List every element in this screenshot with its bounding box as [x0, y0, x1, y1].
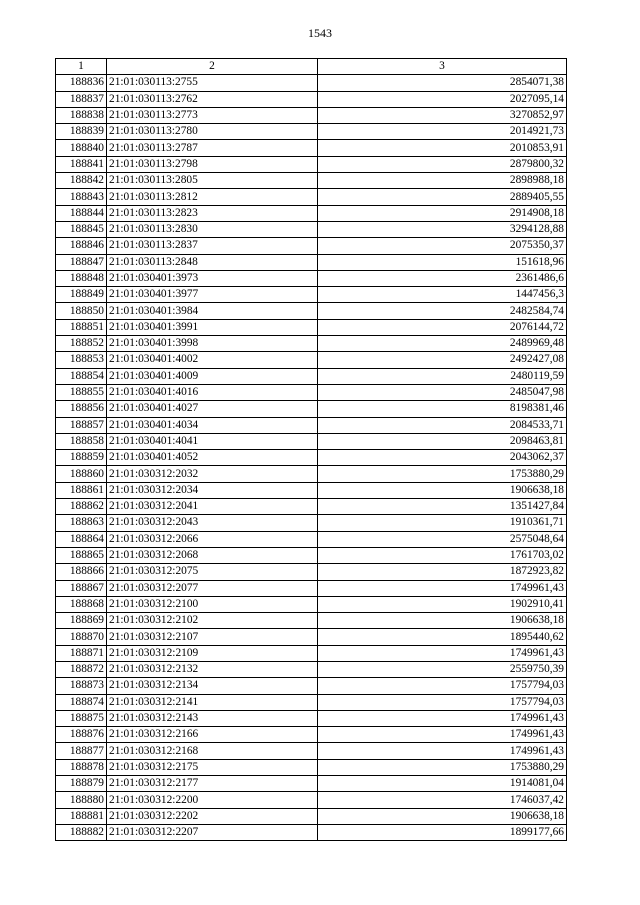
page-number: 1543	[308, 26, 332, 40]
row-number-cell: 188851	[56, 319, 107, 335]
table-row	[56, 645, 567, 661]
value-cell: 2482584,74	[318, 303, 567, 319]
row-number-cell: 188838	[56, 107, 107, 123]
row-number-cell: 188880	[56, 792, 107, 808]
column-header-3: 3	[318, 59, 567, 75]
value-cell: 1746037,42	[318, 792, 567, 808]
cadastral-number-cell: 21:01:030401:4027	[107, 401, 318, 417]
value-cell: 2480119,59	[318, 368, 567, 384]
table-row	[56, 417, 567, 433]
row-number-cell: 188836	[56, 75, 107, 91]
row-number-cell: 188867	[56, 580, 107, 596]
table-row	[56, 564, 567, 580]
table-row	[56, 368, 567, 384]
value-cell: 2575048,64	[318, 531, 567, 547]
cadastral-number-cell: 21:01:030401:3984	[107, 303, 318, 319]
value-cell: 2559750,39	[318, 661, 567, 677]
table-row	[56, 515, 567, 531]
cadastral-number-cell: 21:01:030312:2202	[107, 808, 318, 824]
row-number-cell: 188866	[56, 564, 107, 580]
cadastral-number-cell: 21:01:030312:2109	[107, 645, 318, 661]
table-row	[56, 336, 567, 352]
cadastral-number-cell: 21:01:030401:4002	[107, 352, 318, 368]
cadastral-number-cell: 21:01:030312:2068	[107, 547, 318, 563]
table-row	[56, 107, 567, 123]
table-row	[56, 124, 567, 140]
row-number-cell: 188854	[56, 368, 107, 384]
table-row	[56, 596, 567, 612]
row-number-cell: 188879	[56, 776, 107, 792]
table-body	[56, 75, 567, 841]
row-number-cell: 188860	[56, 466, 107, 482]
row-number-cell: 188861	[56, 482, 107, 498]
table-row	[56, 173, 567, 189]
row-number-cell: 188856	[56, 401, 107, 417]
value-cell: 1749961,43	[318, 645, 567, 661]
value-cell: 2879800,32	[318, 156, 567, 172]
cadastral-number-cell: 21:01:030113:2755	[107, 75, 318, 91]
row-number-cell: 188840	[56, 140, 107, 156]
cadastral-number-cell: 21:01:030401:3977	[107, 287, 318, 303]
row-number-cell: 188845	[56, 221, 107, 237]
value-cell: 2914908,18	[318, 205, 567, 221]
value-cell: 1447456,3	[318, 287, 567, 303]
row-number-cell: 188849	[56, 287, 107, 303]
table-row	[56, 189, 567, 205]
cadastral-number-cell: 21:01:030401:3998	[107, 336, 318, 352]
value-cell: 2489969,48	[318, 336, 567, 352]
cadastral-number-cell: 21:01:030113:2830	[107, 221, 318, 237]
row-number-cell: 188876	[56, 727, 107, 743]
row-number-cell: 188871	[56, 645, 107, 661]
table-row	[56, 824, 567, 840]
row-number-cell: 188841	[56, 156, 107, 172]
row-number-cell: 188865	[56, 547, 107, 563]
table-row	[56, 629, 567, 645]
value-cell: 1749961,43	[318, 710, 567, 726]
cadastral-number-cell: 21:01:030401:4041	[107, 433, 318, 449]
row-number-cell: 188858	[56, 433, 107, 449]
table-row	[56, 531, 567, 547]
value-cell: 2492427,08	[318, 352, 567, 368]
value-cell: 2014921,73	[318, 124, 567, 140]
value-cell: 1757794,03	[318, 694, 567, 710]
table-row	[56, 205, 567, 221]
table-row	[56, 499, 567, 515]
value-cell: 3270852,97	[318, 107, 567, 123]
cadastral-number-cell: 21:01:030113:2848	[107, 254, 318, 270]
row-number-cell: 188875	[56, 710, 107, 726]
cadastral-number-cell: 21:01:030312:2077	[107, 580, 318, 596]
row-number-cell: 188837	[56, 91, 107, 107]
table-row	[56, 140, 567, 156]
table-row	[56, 319, 567, 335]
value-cell: 2361486,6	[318, 270, 567, 286]
row-number-cell: 188870	[56, 629, 107, 645]
value-cell: 2076144,72	[318, 319, 567, 335]
value-cell: 1910361,71	[318, 515, 567, 531]
cadastral-number-cell: 21:01:030113:2780	[107, 124, 318, 140]
cadastral-number-cell: 21:01:030312:2043	[107, 515, 318, 531]
row-number-cell: 188872	[56, 661, 107, 677]
cadastral-number-cell: 21:01:030312:2075	[107, 564, 318, 580]
column-header-2: 2	[107, 59, 318, 75]
table-row	[56, 580, 567, 596]
value-cell: 1902910,41	[318, 596, 567, 612]
value-cell: 2010853,91	[318, 140, 567, 156]
row-number-cell: 188843	[56, 189, 107, 205]
cadastral-number-cell: 21:01:030113:2787	[107, 140, 318, 156]
table-row	[56, 401, 567, 417]
value-cell: 1757794,03	[318, 678, 567, 694]
cadastral-number-cell: 21:01:030312:2034	[107, 482, 318, 498]
row-number-cell: 188852	[56, 336, 107, 352]
row-number-cell: 188864	[56, 531, 107, 547]
table-row	[56, 694, 567, 710]
value-cell: 1749961,43	[318, 727, 567, 743]
value-cell: 2889405,55	[318, 189, 567, 205]
table-row	[56, 433, 567, 449]
cadastral-number-cell: 21:01:030312:2107	[107, 629, 318, 645]
value-cell: 2084533,71	[318, 417, 567, 433]
cadastral-number-cell: 21:01:030312:2141	[107, 694, 318, 710]
registry-table	[55, 58, 567, 841]
cadastral-number-cell: 21:01:030113:2805	[107, 173, 318, 189]
value-cell: 1761703,02	[318, 547, 567, 563]
row-number-cell: 188882	[56, 824, 107, 840]
table-row	[56, 547, 567, 563]
row-number-cell: 188847	[56, 254, 107, 270]
cadastral-number-cell: 21:01:030113:2762	[107, 91, 318, 107]
value-cell: 2098463,81	[318, 433, 567, 449]
table-row	[56, 613, 567, 629]
table-row	[56, 743, 567, 759]
row-number-cell: 188855	[56, 384, 107, 400]
table-row	[56, 792, 567, 808]
row-number-cell: 188857	[56, 417, 107, 433]
table-row	[56, 91, 567, 107]
value-cell: 2898988,18	[318, 173, 567, 189]
table-row	[56, 221, 567, 237]
row-number-cell: 188859	[56, 450, 107, 466]
cadastral-number-cell: 21:01:030312:2207	[107, 824, 318, 840]
row-number-cell: 188877	[56, 743, 107, 759]
cadastral-number-cell: 21:01:030312:2175	[107, 759, 318, 775]
table-row	[56, 450, 567, 466]
cadastral-number-cell: 21:01:030401:4034	[107, 417, 318, 433]
value-cell: 2043062,37	[318, 450, 567, 466]
cadastral-number-cell: 21:01:030312:2134	[107, 678, 318, 694]
cadastral-number-cell: 21:01:030113:2812	[107, 189, 318, 205]
row-number-cell: 188863	[56, 515, 107, 531]
row-number-cell: 188853	[56, 352, 107, 368]
table-row	[56, 710, 567, 726]
value-cell: 2075350,37	[318, 238, 567, 254]
value-cell: 2485047,98	[318, 384, 567, 400]
cadastral-number-cell: 21:01:030312:2100	[107, 596, 318, 612]
table-row	[56, 808, 567, 824]
row-number-cell: 188848	[56, 270, 107, 286]
value-cell: 1906638,18	[318, 482, 567, 498]
value-cell: 1749961,43	[318, 743, 567, 759]
cadastral-number-cell: 21:01:030312:2102	[107, 613, 318, 629]
row-number-cell: 188873	[56, 678, 107, 694]
cadastral-number-cell: 21:01:030312:2143	[107, 710, 318, 726]
value-cell: 1872923,82	[318, 564, 567, 580]
cadastral-number-cell: 21:01:030401:3991	[107, 319, 318, 335]
cadastral-number-cell: 21:01:030401:4052	[107, 450, 318, 466]
table-row	[56, 482, 567, 498]
value-cell: 1906638,18	[318, 613, 567, 629]
table-row	[56, 678, 567, 694]
row-number-cell: 188868	[56, 596, 107, 612]
row-number-cell: 188850	[56, 303, 107, 319]
table-row	[56, 254, 567, 270]
value-cell: 1749961,43	[318, 580, 567, 596]
cadastral-number-cell: 21:01:030113:2837	[107, 238, 318, 254]
row-number-cell: 188862	[56, 499, 107, 515]
table-row	[56, 270, 567, 286]
cadastral-number-cell: 21:01:030312:2132	[107, 661, 318, 677]
value-cell: 1753880,29	[318, 466, 567, 482]
cadastral-number-cell: 21:01:030113:2823	[107, 205, 318, 221]
table-header-row	[56, 59, 567, 75]
table-row	[56, 238, 567, 254]
row-number-cell: 188878	[56, 759, 107, 775]
value-cell: 151618,96	[318, 254, 567, 270]
cadastral-number-cell: 21:01:030312:2066	[107, 531, 318, 547]
value-cell: 1753880,29	[318, 759, 567, 775]
cadastral-number-cell: 21:01:030113:2798	[107, 156, 318, 172]
cadastral-number-cell: 21:01:030401:4009	[107, 368, 318, 384]
row-number-cell: 188842	[56, 173, 107, 189]
row-number-cell: 188846	[56, 238, 107, 254]
value-cell: 8198381,46	[318, 401, 567, 417]
row-number-cell: 188869	[56, 613, 107, 629]
row-number-cell: 188844	[56, 205, 107, 221]
row-number-cell: 188874	[56, 694, 107, 710]
value-cell: 2027095,14	[318, 91, 567, 107]
table-row	[56, 75, 567, 91]
cadastral-number-cell: 21:01:030113:2773	[107, 107, 318, 123]
value-cell: 1906638,18	[318, 808, 567, 824]
table-row	[56, 776, 567, 792]
table-row	[56, 156, 567, 172]
table-row	[56, 661, 567, 677]
cadastral-number-cell: 21:01:030312:2168	[107, 743, 318, 759]
table-row	[56, 759, 567, 775]
table-row	[56, 287, 567, 303]
value-cell: 1899177,66	[318, 824, 567, 840]
cadastral-number-cell: 21:01:030312:2200	[107, 792, 318, 808]
table-row	[56, 727, 567, 743]
row-number-cell: 188881	[56, 808, 107, 824]
value-cell: 1895440,62	[318, 629, 567, 645]
table-row	[56, 384, 567, 400]
cadastral-number-cell: 21:01:030401:4016	[107, 384, 318, 400]
table-row	[56, 352, 567, 368]
cadastral-number-cell: 21:01:030312:2177	[107, 776, 318, 792]
value-cell: 1351427,84	[318, 499, 567, 515]
row-number-cell: 188839	[56, 124, 107, 140]
cadastral-number-cell: 21:01:030312:2041	[107, 499, 318, 515]
table-row	[56, 466, 567, 482]
value-cell: 2854071,38	[318, 75, 567, 91]
cadastral-number-cell: 21:01:030312:2166	[107, 727, 318, 743]
table-row	[56, 303, 567, 319]
cadastral-number-cell: 21:01:030312:2032	[107, 466, 318, 482]
cadastral-number-cell: 21:01:030401:3973	[107, 270, 318, 286]
value-cell: 1914081,04	[318, 776, 567, 792]
value-cell: 3294128,88	[318, 221, 567, 237]
column-header-1: 1	[56, 59, 107, 75]
